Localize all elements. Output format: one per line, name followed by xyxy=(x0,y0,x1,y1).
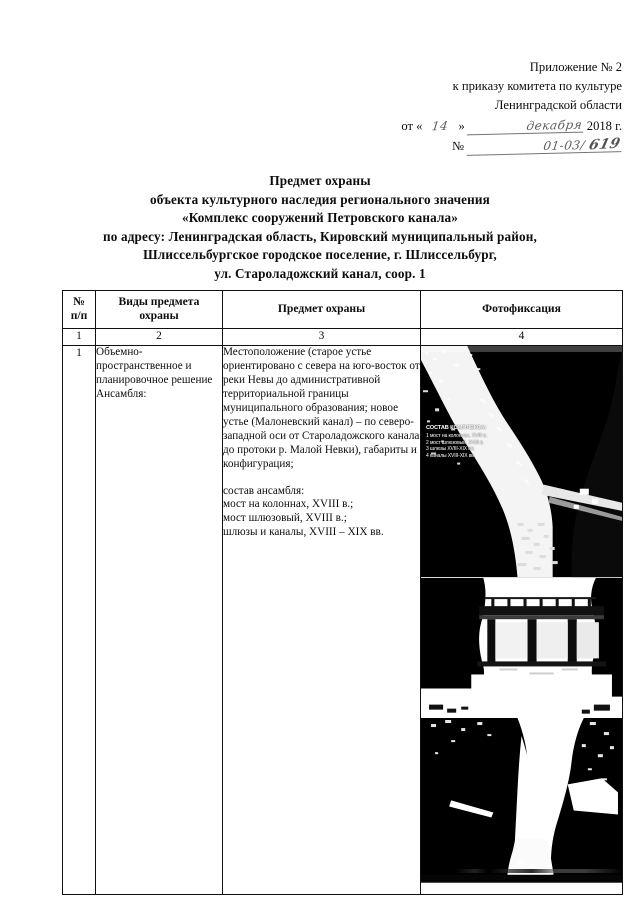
photo-sluice-bridge xyxy=(421,578,622,719)
date-month-handwritten: декабря xyxy=(467,118,585,136)
row-number-cell: 1 xyxy=(63,346,96,895)
subject-paragraph-location: Местоположение (старое устье ориентировано с севера на юго-восток от реки Невы до административной территориальной границы муниципального образования; новое устье (Малоневский канал) – по северо-западной оси от Староладожского канала до протоки р. Малой Невки), габариты и конфигурация; xyxy=(223,346,420,470)
aerial-legend-item-3: 3 шлюзы XVIII-XIX вв. xyxy=(426,446,475,453)
aerial-legend-item-1: 1 мост на колоннах, XVIII в. xyxy=(426,433,488,439)
number-label: № xyxy=(451,139,464,153)
title-line-6: ул. Староладожский канал, соор. 1 xyxy=(214,265,426,281)
aerial-legend-item-4: 4 каналы XVIII-XIX вв. xyxy=(426,452,476,459)
date-prefix: от « xyxy=(401,119,423,133)
row-photo-cell xyxy=(421,346,623,895)
column-number-1: 1 xyxy=(63,329,96,346)
subject-composition-item-1: мост на колоннах, XVIII в.; xyxy=(223,498,354,511)
page-title xyxy=(20,172,620,284)
header-kind-line1: Виды предмета xyxy=(118,295,200,308)
date-year: 2018 г. xyxy=(586,119,622,133)
title-line-5: Шлиссельбургское городское поселение, г. Шлиссельбург, xyxy=(143,247,497,263)
photo-aerial-wrapper xyxy=(421,346,622,577)
subject-composition-item-3: шлюзы и каналы, XVIII – XIX вв. xyxy=(223,526,384,539)
row-kind-cell: Объемно-пространственное и планировочное решение Ансамбля: xyxy=(96,346,223,895)
header-cell-number xyxy=(63,291,96,329)
number-prefix-handwritten: 01-03/ xyxy=(542,138,587,154)
header-cell-subject: Предмет охраны xyxy=(223,291,421,329)
subject-composition-heading: состав ансамбля: xyxy=(223,484,305,497)
header-number-line xyxy=(300,137,622,156)
header-cell-photo: Фотофиксация xyxy=(421,291,623,329)
number-handwritten xyxy=(467,137,624,156)
table-row xyxy=(63,346,623,895)
column-number-2: 2 xyxy=(96,329,223,346)
title-line-1: Предмет охраны xyxy=(269,173,371,188)
header-number-line2: п/п xyxy=(70,309,88,323)
header-region-line: Ленинградской области xyxy=(494,98,622,112)
photo-canal-banks xyxy=(421,718,622,894)
column-number-4: 4 xyxy=(421,329,623,346)
table-header-row xyxy=(63,291,623,329)
header-kind-line2: охраны xyxy=(139,309,179,323)
protection-subject-table xyxy=(62,290,623,895)
aerial-legend-title: СОСТАВ КОМПЛЕКСА: xyxy=(426,425,487,432)
column-number-3: 3 xyxy=(223,329,421,346)
scan-artifact-smudge xyxy=(455,869,622,873)
header-number-line1: № xyxy=(73,295,85,308)
photo-aerial-view xyxy=(421,346,622,577)
row-subject-cell xyxy=(223,346,421,895)
date-day-handwritten: 14 xyxy=(431,118,450,134)
table-column-number-row xyxy=(63,329,623,346)
header-date-line xyxy=(300,117,622,136)
date-quote-close: » xyxy=(458,119,465,133)
subject-composition-item-2: мост шлюзовый, XVIII в.; xyxy=(223,512,347,525)
header-appendix-line: Приложение № 2 xyxy=(529,60,622,74)
aerial-legend xyxy=(426,425,487,459)
title-line-2: объекта культурного наследия регионального значения xyxy=(150,191,490,207)
document-header xyxy=(300,58,622,156)
header-order-line: к приказу комитета по культуре xyxy=(452,79,622,93)
aerial-legend-item-2: 2 мост шлюзовый, XVIII в. xyxy=(426,439,484,446)
header-cell-kind xyxy=(96,291,223,329)
photo-stack xyxy=(421,346,622,894)
number-value-handwritten: 619 xyxy=(587,135,623,154)
title-line-4: по адресу: Ленинградская область, Кировский муниципальный район, xyxy=(103,228,537,244)
title-line-3: «Комплекс сооружений Петровского канала» xyxy=(182,210,458,226)
